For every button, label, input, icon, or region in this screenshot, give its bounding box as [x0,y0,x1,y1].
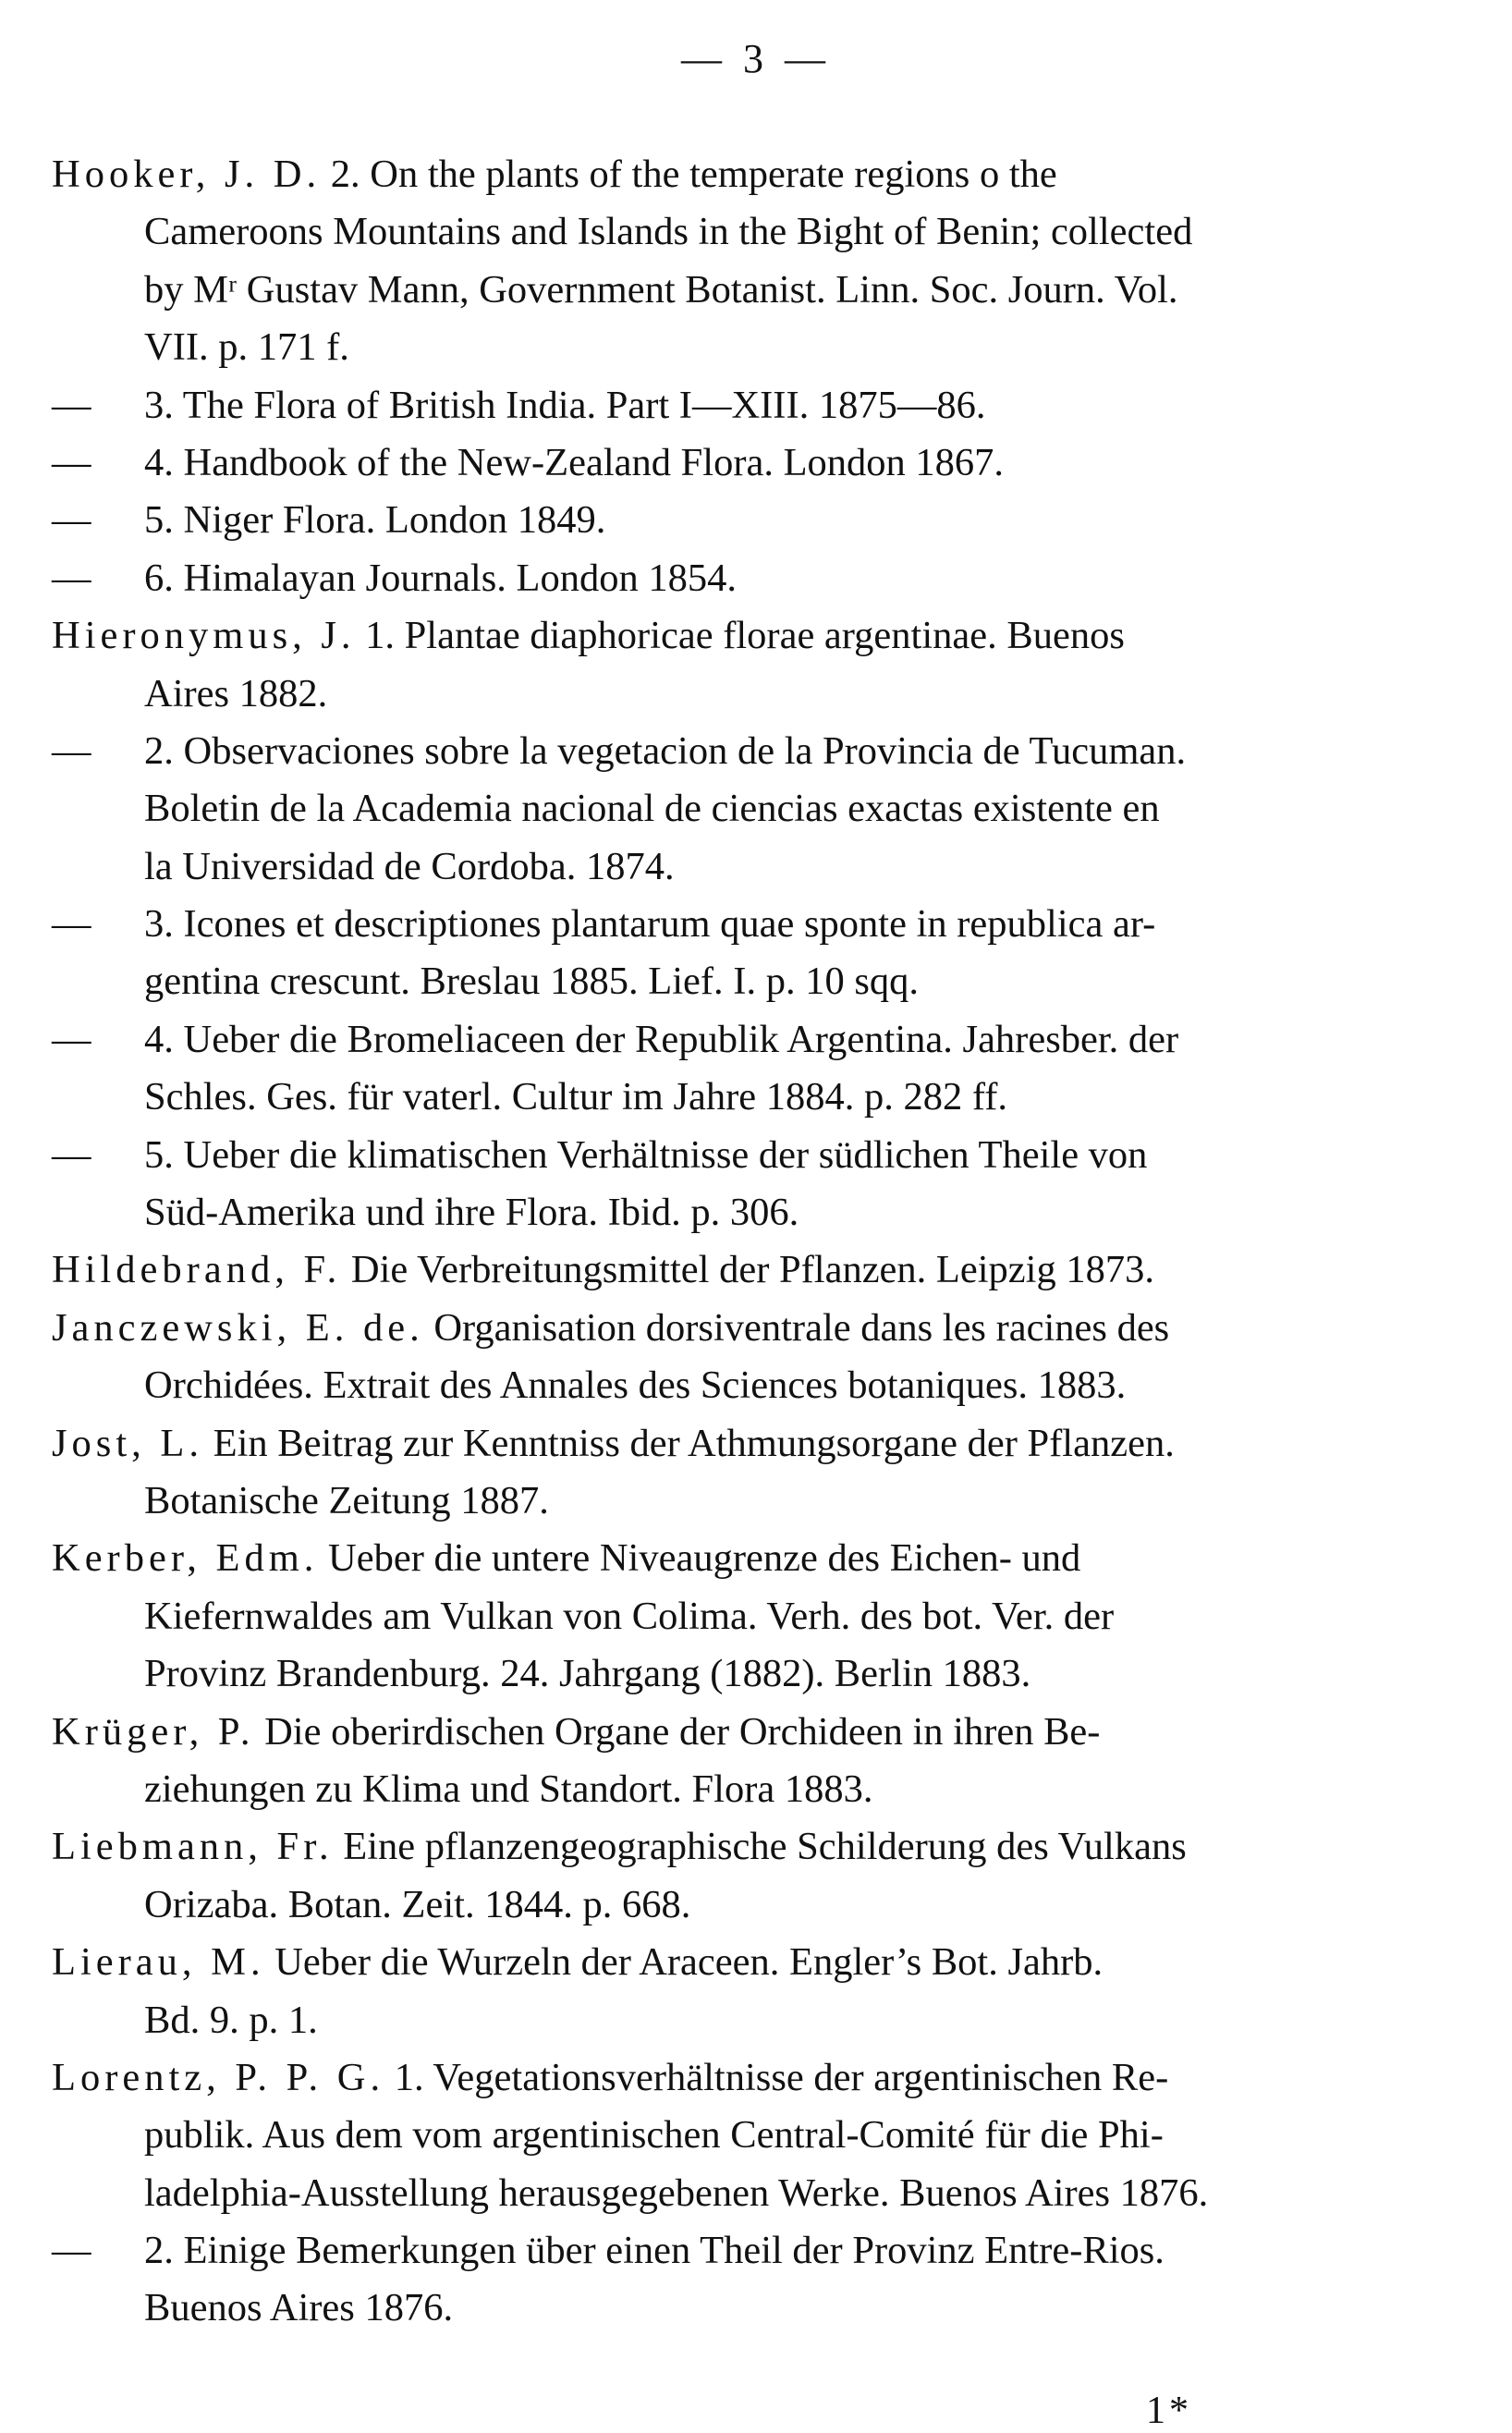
bib-entry-line [52,723,1466,780]
entry-text: 4. Handbook of the New-Zealand Flora. London 1867. [144,440,1005,484]
ditto-dash [52,1127,144,1184]
entry-text: Ueber die Wurzeln der Araceen. Engler’s Bot. Jahrb. [264,1940,1104,1985]
bib-entry-start [52,607,1466,665]
author-name: Lorentz, P. P. G. [52,2055,385,2099]
bib-entry-line [52,2280,1466,2337]
entry-text: ladelphia-Ausstellung herausgegebenen Werke. Buenos Aires 1876. [144,2170,1209,2215]
ditto-dash [52,434,144,492]
entry-text: 2. Einige Bemerkungen über einen Theil der Provinz Entre-Rios. [144,2229,1164,2273]
author-name: Liebmann, Fr. [52,1825,334,1869]
bib-entry-line [52,1992,1466,2049]
author-name: Janczewski, E. de. [52,1305,424,1350]
entry-text: 2. On the plants of the temperate regions o the [321,153,1057,196]
ditto-dash [52,550,144,607]
entry-text: 5. Niger Flora. London 1849. [144,498,606,543]
page-number: — 3 — [681,36,831,81]
author-name: Lierau, M. [52,1940,265,1985]
ditto-dash [52,1011,144,1069]
author-name: Krüger, P. [52,1709,255,1754]
bib-entry-line [52,1588,1466,1645]
ditto-dash [52,492,144,549]
bibliography-list [52,146,1466,2338]
bib-entry-line [52,1877,1466,1934]
bib-entry-line [52,377,1466,434]
bib-entry-line [52,1127,1466,1184]
entry-text: 2. Observaciones sobre la vegetacion de la Provincia de Tucuman. [144,728,1187,773]
entry-text: Eine pflanzengeographische Schilderung des Vulkans [333,1825,1187,1869]
ditto-dash [52,723,144,780]
entry-text: by Mʳ Gustav Mann, Government Botanist. Linn. Soc. Journ. Vol. [144,267,1178,312]
bib-entry-start [52,1934,1466,1991]
bib-entry-line [52,780,1466,837]
bib-entry-line [52,666,1466,723]
entry-text: Organisation dorsiventrale dans les racines des [423,1305,1170,1350]
entry-text: Aires 1882. [144,671,328,715]
entry-text: Süd-Amerika und ihre Flora. Ibid. p. 306. [144,1191,799,1235]
bib-entry-line [52,1011,1466,1069]
bib-entry-line [52,1069,1466,1126]
author-name: Jost, L. [52,1421,203,1465]
entry-text: Boletin de la Academia nacional de ciencias exactas existente en [144,787,1160,831]
entry-text: Bd. 9. p. 1. [144,1998,318,2042]
bib-entry-line [52,1357,1466,1414]
bib-entry-line [52,1184,1466,1241]
bib-entry-start [52,1241,1466,1299]
ditto-dash [52,896,144,953]
bib-entry-line [52,319,1466,376]
entry-text: Provinz Brandenburg. 24. Jahrgang (1882). Berlin 1883. [144,1652,1031,1696]
entry-text: Ein Beitrag zur Kenntniss der Athmungsorgane der Pflanzen. [202,1421,1175,1465]
bib-entry-start [52,146,1466,203]
entry-text: 3. Icones et descriptiones plantarum quae sponte in republica ar- [144,902,1156,947]
entry-text: 5. Ueber die klimatischen Verhältnisse der südlichen Theile von [144,1132,1148,1177]
bib-entry-line [52,1761,1466,1818]
entry-text: Schles. Ges. für vaterl. Cultur im Jahre 1884. p. 282 ff. [144,1075,1008,1119]
entry-text: Die oberirdischen Organe der Orchideen in ihren Be- [254,1709,1101,1754]
entry-text: Orchidées. Extrait des Annales des Sciences botaniques. 1883. [144,1363,1127,1408]
entry-text: 4. Ueber die Bromeliaceen der Republik Argentina. Jahresber. der [144,1017,1179,1061]
bib-entry-start [52,1818,1466,1876]
entry-text: 6. Himalayan Journals. London 1854. [144,556,737,600]
bib-entry-start [52,1415,1466,1473]
bib-entry-start [52,1300,1466,1357]
entry-text: publik. Aus dem vom argentinischen Central-Comité für die Phi- [144,2113,1164,2158]
entry-text: Botanische Zeitung 1887. [144,1478,549,1522]
bib-entry-line [52,203,1466,261]
entry-text: ziehungen zu Klima und Standort. Flora 1883. [144,1767,873,1811]
entry-text: Kiefernwaldes am Vulkan von Colima. Verh. des bot. Ver. der [144,1594,1115,1638]
bib-entry-line [52,1473,1466,1530]
bib-entry-line [52,2165,1466,2222]
bib-entry-line [52,492,1466,549]
entry-text: Ueber die untere Niveaugrenze des Eichen- und [318,1536,1081,1581]
bib-entry-line [52,2222,1466,2280]
bib-entry-start [52,1530,1466,1587]
author-name: Kerber, Edm. [52,1536,319,1581]
bib-entry-line [52,896,1466,953]
author-name: Hieronymus, J. [52,614,356,658]
entry-text: VII. p. 171 f. [144,325,349,370]
bib-entry-line [52,550,1466,607]
bib-entry-start [52,1704,1466,1761]
entry-text: la Universidad de Cordoba. 1874. [144,844,675,888]
entry-text: 1. Plantae diaphoricae florae argentinae. Buenos [355,614,1125,658]
bib-entry-line [52,953,1466,1010]
ditto-dash [52,377,144,434]
entry-text: Orizaba. Botan. Zeit. 1844. p. 668. [144,1882,691,1926]
bib-entry-line [52,2107,1466,2164]
bib-entry-line [52,1645,1466,1703]
bib-entry-line [52,262,1466,319]
author-name: Hooker, J. D. [52,153,322,196]
entry-text: 1. Vegetationsverhältnisse der argentinischen Re- [384,2055,1169,2099]
ditto-dash [52,2222,144,2280]
author-name: Hildebrand, F. [52,1248,342,1292]
entry-text: Die Verbreitungsmittel der Pflanzen. Leipzig 1873. [341,1248,1154,1292]
bib-entry-start [52,2049,1466,2107]
bib-entry-line [52,434,1466,492]
printer-signature: 1* [1146,2390,1192,2432]
bib-entry-line [52,838,1466,896]
entry-text: 3. The Flora of British India. Part I—XIII. 1875—86. [144,383,986,427]
entry-text: Cameroons Mountains and Islands in the Bight of Benin; collected [144,210,1193,254]
entry-text: gentina crescunt. Breslau 1885. Lief. I. p. 10 sqq. [144,960,919,1004]
entry-text: Buenos Aires 1876. [144,2286,454,2330]
